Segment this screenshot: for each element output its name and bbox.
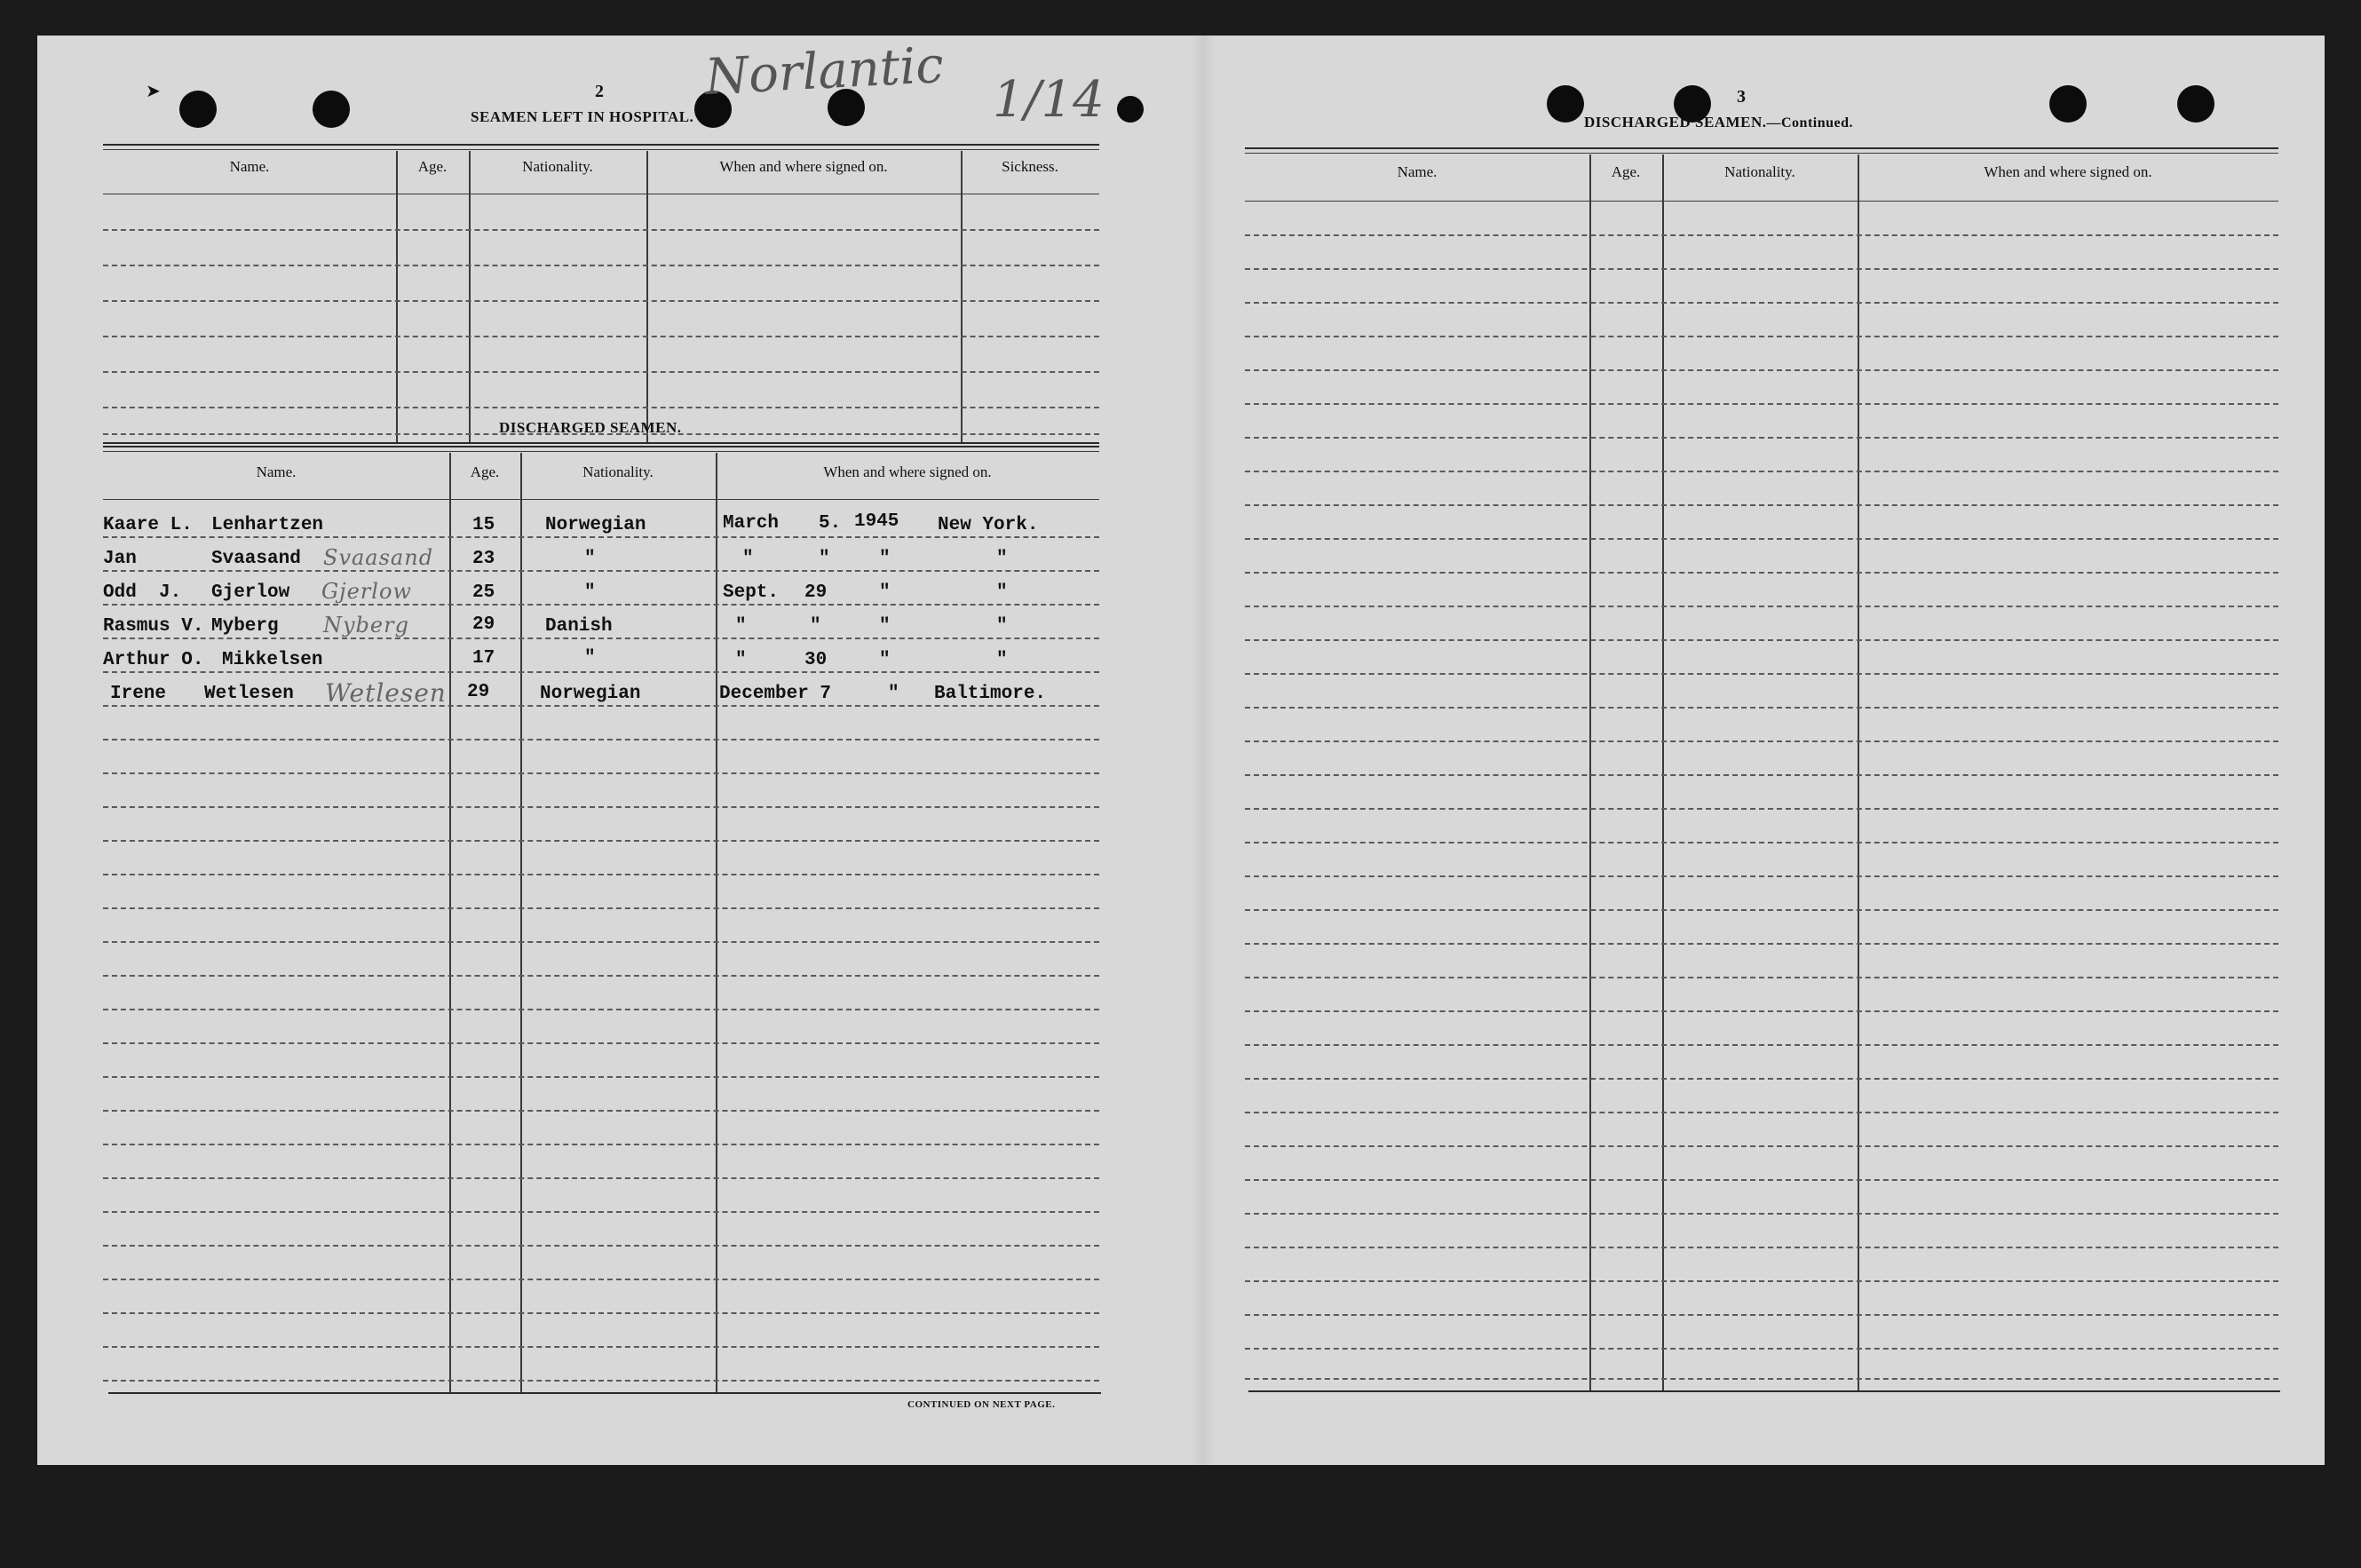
- entry-line: [1245, 875, 2278, 877]
- signed-year: ": [888, 684, 899, 704]
- signed-place: ": [996, 582, 1008, 603]
- entry-line: [1245, 1145, 2278, 1147]
- seaman-nationality: ": [584, 582, 596, 603]
- rule: [108, 1392, 1101, 1394]
- punch-hole: [2177, 85, 2214, 123]
- rule: [103, 442, 1099, 444]
- entry-line: [103, 1211, 1099, 1213]
- signed-month: December 7: [719, 684, 832, 704]
- entry-line: [103, 1312, 1099, 1314]
- signed-month: ": [735, 650, 747, 670]
- entry-line: [1245, 234, 2278, 236]
- discharged-header-signed-on: When and where signed on.: [823, 463, 992, 480]
- page-number-left: 2: [595, 82, 604, 101]
- entry-line: [103, 840, 1099, 842]
- signed-year: ": [879, 582, 891, 603]
- rule: [103, 446, 1099, 447]
- handwritten-surname: Wetlesen: [325, 678, 447, 708]
- signed-year: ": [879, 650, 891, 670]
- entry-line: [1245, 673, 2278, 675]
- signed-day: 29: [804, 582, 828, 603]
- entry-line: [1245, 403, 2278, 405]
- entry-line: [103, 1110, 1099, 1112]
- entry-line: [1245, 538, 2278, 540]
- entry-line: [103, 1042, 1099, 1044]
- discharged-header-name: Name.: [256, 463, 297, 480]
- discharged-header-nationality: Nationality.: [582, 463, 654, 480]
- entry-line: [103, 1279, 1099, 1280]
- entry-line: [1245, 471, 2278, 472]
- entry-line: [1245, 909, 2278, 911]
- entry-line: [1245, 606, 2278, 607]
- entry-line: [103, 407, 1099, 408]
- entry-line: [1245, 842, 2278, 843]
- punch-hole: [2049, 85, 2087, 123]
- entry-line: [1245, 1213, 2278, 1215]
- entry-line: [1245, 639, 2278, 641]
- entry-line: [103, 1009, 1099, 1010]
- entry-line: [1245, 774, 2278, 776]
- seaman-first-name: Rasmus V.: [103, 616, 204, 637]
- entry-line: [103, 772, 1099, 774]
- rule: [1245, 147, 2278, 149]
- entry-line: [103, 229, 1099, 231]
- entry-line: [1245, 1247, 2278, 1248]
- punch-hole: [1547, 85, 1584, 123]
- signed-year: 1945: [854, 511, 899, 532]
- col-divider: [396, 151, 398, 442]
- signed-day: ": [819, 549, 830, 569]
- continued-header-signed-on: When and where signed on.: [1984, 163, 2152, 180]
- manifest-sheet: [37, 36, 2325, 1465]
- seaman-nationality: Norwegian: [545, 515, 646, 535]
- entry-line: [103, 705, 1099, 707]
- entry-line: [1245, 302, 2278, 304]
- header-rule: [1245, 201, 2278, 202]
- entry-line: [103, 941, 1099, 943]
- entry-line: [103, 874, 1099, 875]
- punch-hole: [179, 91, 217, 128]
- signed-day: 30: [804, 650, 828, 670]
- col-divider: [1662, 154, 1664, 1390]
- hospital-header-age: Age.: [417, 158, 448, 175]
- seaman-age: 15: [472, 515, 495, 535]
- entry-line: [1245, 504, 2278, 506]
- seaman-nationality: ": [584, 549, 596, 569]
- entry-line: [103, 1346, 1099, 1348]
- entry-line: [1245, 1044, 2278, 1046]
- col-divider: [646, 151, 648, 442]
- entry-line: [103, 1380, 1099, 1382]
- entry-line: [103, 336, 1099, 337]
- seaman-last-name: Myberg: [211, 616, 279, 637]
- entry-line: [103, 265, 1099, 266]
- entry-line: [1245, 1280, 2278, 1282]
- entry-line: [103, 371, 1099, 373]
- col-divider: [449, 453, 451, 1392]
- seaman-last-name: Gjerlow: [211, 582, 290, 603]
- signed-month: March: [723, 513, 780, 534]
- entry-line: [103, 1144, 1099, 1145]
- seaman-first-name: Kaare L.: [103, 515, 193, 535]
- entry-line: [1245, 808, 2278, 810]
- entry-line: [103, 806, 1099, 808]
- signed-year: ": [879, 549, 891, 569]
- signed-place: Baltimore.: [934, 684, 1047, 704]
- hospital-header-name: Name.: [229, 158, 270, 175]
- rule: [103, 144, 1099, 146]
- seaman-last-name: Mikkelsen: [222, 650, 323, 670]
- seaman-first-name: Odd J.: [103, 582, 182, 603]
- signed-month: Sept.: [723, 582, 780, 603]
- seaman-age: 29: [472, 614, 495, 635]
- entry-line: [103, 1177, 1099, 1179]
- hospital-header-nationality: Nationality.: [522, 158, 593, 175]
- seaman-nationality: Norwegian: [540, 684, 641, 704]
- seaman-last-name: Wetlesen: [204, 684, 294, 704]
- handwritten-surname: Svaasand: [323, 545, 434, 570]
- signed-day: ": [810, 616, 821, 637]
- entry-line: [103, 671, 1099, 673]
- continued-note: CONTINUED ON NEXT PAGE.: [907, 1399, 1056, 1410]
- signed-month: ": [735, 616, 747, 637]
- continued-header-age: Age.: [1611, 163, 1641, 180]
- seaman-age: 25: [472, 582, 495, 603]
- page-fold: [1192, 36, 1215, 1465]
- entry-line: [1245, 943, 2278, 945]
- col-divider: [716, 453, 717, 1392]
- entry-line: [1245, 336, 2278, 337]
- continued-section-title: [1584, 114, 1853, 131]
- entry-line: [103, 604, 1099, 606]
- entry-line: [1245, 369, 2278, 371]
- seaman-age: 23: [472, 549, 495, 569]
- punch-hole: [1117, 96, 1144, 123]
- entry-line: [1245, 740, 2278, 742]
- hospital-section-title: SEAMEN LEFT IN HOSPITAL.: [471, 108, 694, 125]
- signed-place: New York.: [938, 515, 1039, 535]
- seaman-age: 29: [467, 682, 490, 702]
- seaman-nationality: ": [584, 648, 596, 669]
- entry-line: [1245, 1010, 2278, 1012]
- seaman-nationality: Danish: [545, 616, 613, 637]
- seaman-first-name: Arthur O.: [103, 650, 204, 670]
- hospital-header-signed-on: When and where signed on.: [719, 158, 888, 175]
- entry-line: [1245, 707, 2278, 709]
- rule: [103, 451, 1099, 452]
- entry-line: [103, 1245, 1099, 1247]
- entry-line: [1245, 1179, 2278, 1181]
- handwritten-vessel-name: Norlantic: [703, 36, 946, 107]
- signed-place: ": [996, 549, 1008, 569]
- signed-place: ": [996, 616, 1008, 637]
- col-divider: [1589, 154, 1591, 1390]
- entry-line: [1245, 437, 2278, 439]
- col-divider: [469, 151, 471, 442]
- continued-title-text: DISCHARGED SEAMEN.: [1584, 114, 1767, 131]
- entry-line: [103, 907, 1099, 909]
- entry-line: [1245, 1314, 2278, 1316]
- seaman-last-name: Lenhartzen: [211, 515, 324, 535]
- entry-line: [103, 739, 1099, 740]
- col-divider: [1858, 154, 1859, 1390]
- entry-line: [103, 637, 1099, 639]
- hospital-header-sickness: Sickness.: [1002, 158, 1058, 175]
- col-divider: [520, 453, 522, 1392]
- signed-day: 5.: [819, 513, 842, 534]
- continued-header-name: Name.: [1397, 163, 1438, 180]
- handwritten-surname: Nyberg: [323, 613, 409, 637]
- discharged-header-age: Age.: [470, 463, 500, 480]
- seaman-first-name: Irene: [110, 684, 167, 704]
- entry-line: [103, 300, 1099, 302]
- seaman-age: 17: [472, 648, 495, 669]
- rule: [1245, 153, 2278, 154]
- page-number-right: 3: [1737, 87, 1746, 107]
- entry-line: [103, 536, 1099, 538]
- pen-mark: ➤: [146, 82, 161, 101]
- handwritten-number: 1/14: [993, 71, 1105, 129]
- entry-line: [103, 1076, 1099, 1078]
- signed-place: ": [996, 650, 1008, 670]
- entry-line: [1245, 1078, 2278, 1080]
- entry-line: [1245, 1112, 2278, 1113]
- discharged-section-title: DISCHARGED SEAMEN.: [499, 419, 682, 436]
- entry-line: [1245, 572, 2278, 574]
- rule: [103, 149, 1099, 150]
- punch-hole: [313, 91, 350, 128]
- entry-line: [103, 975, 1099, 977]
- entry-line: [1245, 268, 2278, 270]
- entry-line: [103, 570, 1099, 572]
- entry-line: [1245, 1348, 2278, 1350]
- signed-year: ": [879, 616, 891, 637]
- rule: [1248, 1390, 2280, 1392]
- header-rule: [103, 499, 1099, 500]
- continued-header-nationality: Nationality.: [1724, 163, 1795, 180]
- entry-line: [1245, 1378, 2278, 1380]
- seaman-last-name: Svaasand: [211, 549, 301, 569]
- entry-line: [1245, 977, 2278, 978]
- col-divider: [961, 151, 963, 442]
- continued-title-suffix: —Continued.: [1766, 115, 1854, 131]
- handwritten-surname: Gjerlow: [321, 579, 412, 604]
- signed-month: ": [742, 549, 754, 569]
- seaman-first-name: Jan: [103, 549, 137, 569]
